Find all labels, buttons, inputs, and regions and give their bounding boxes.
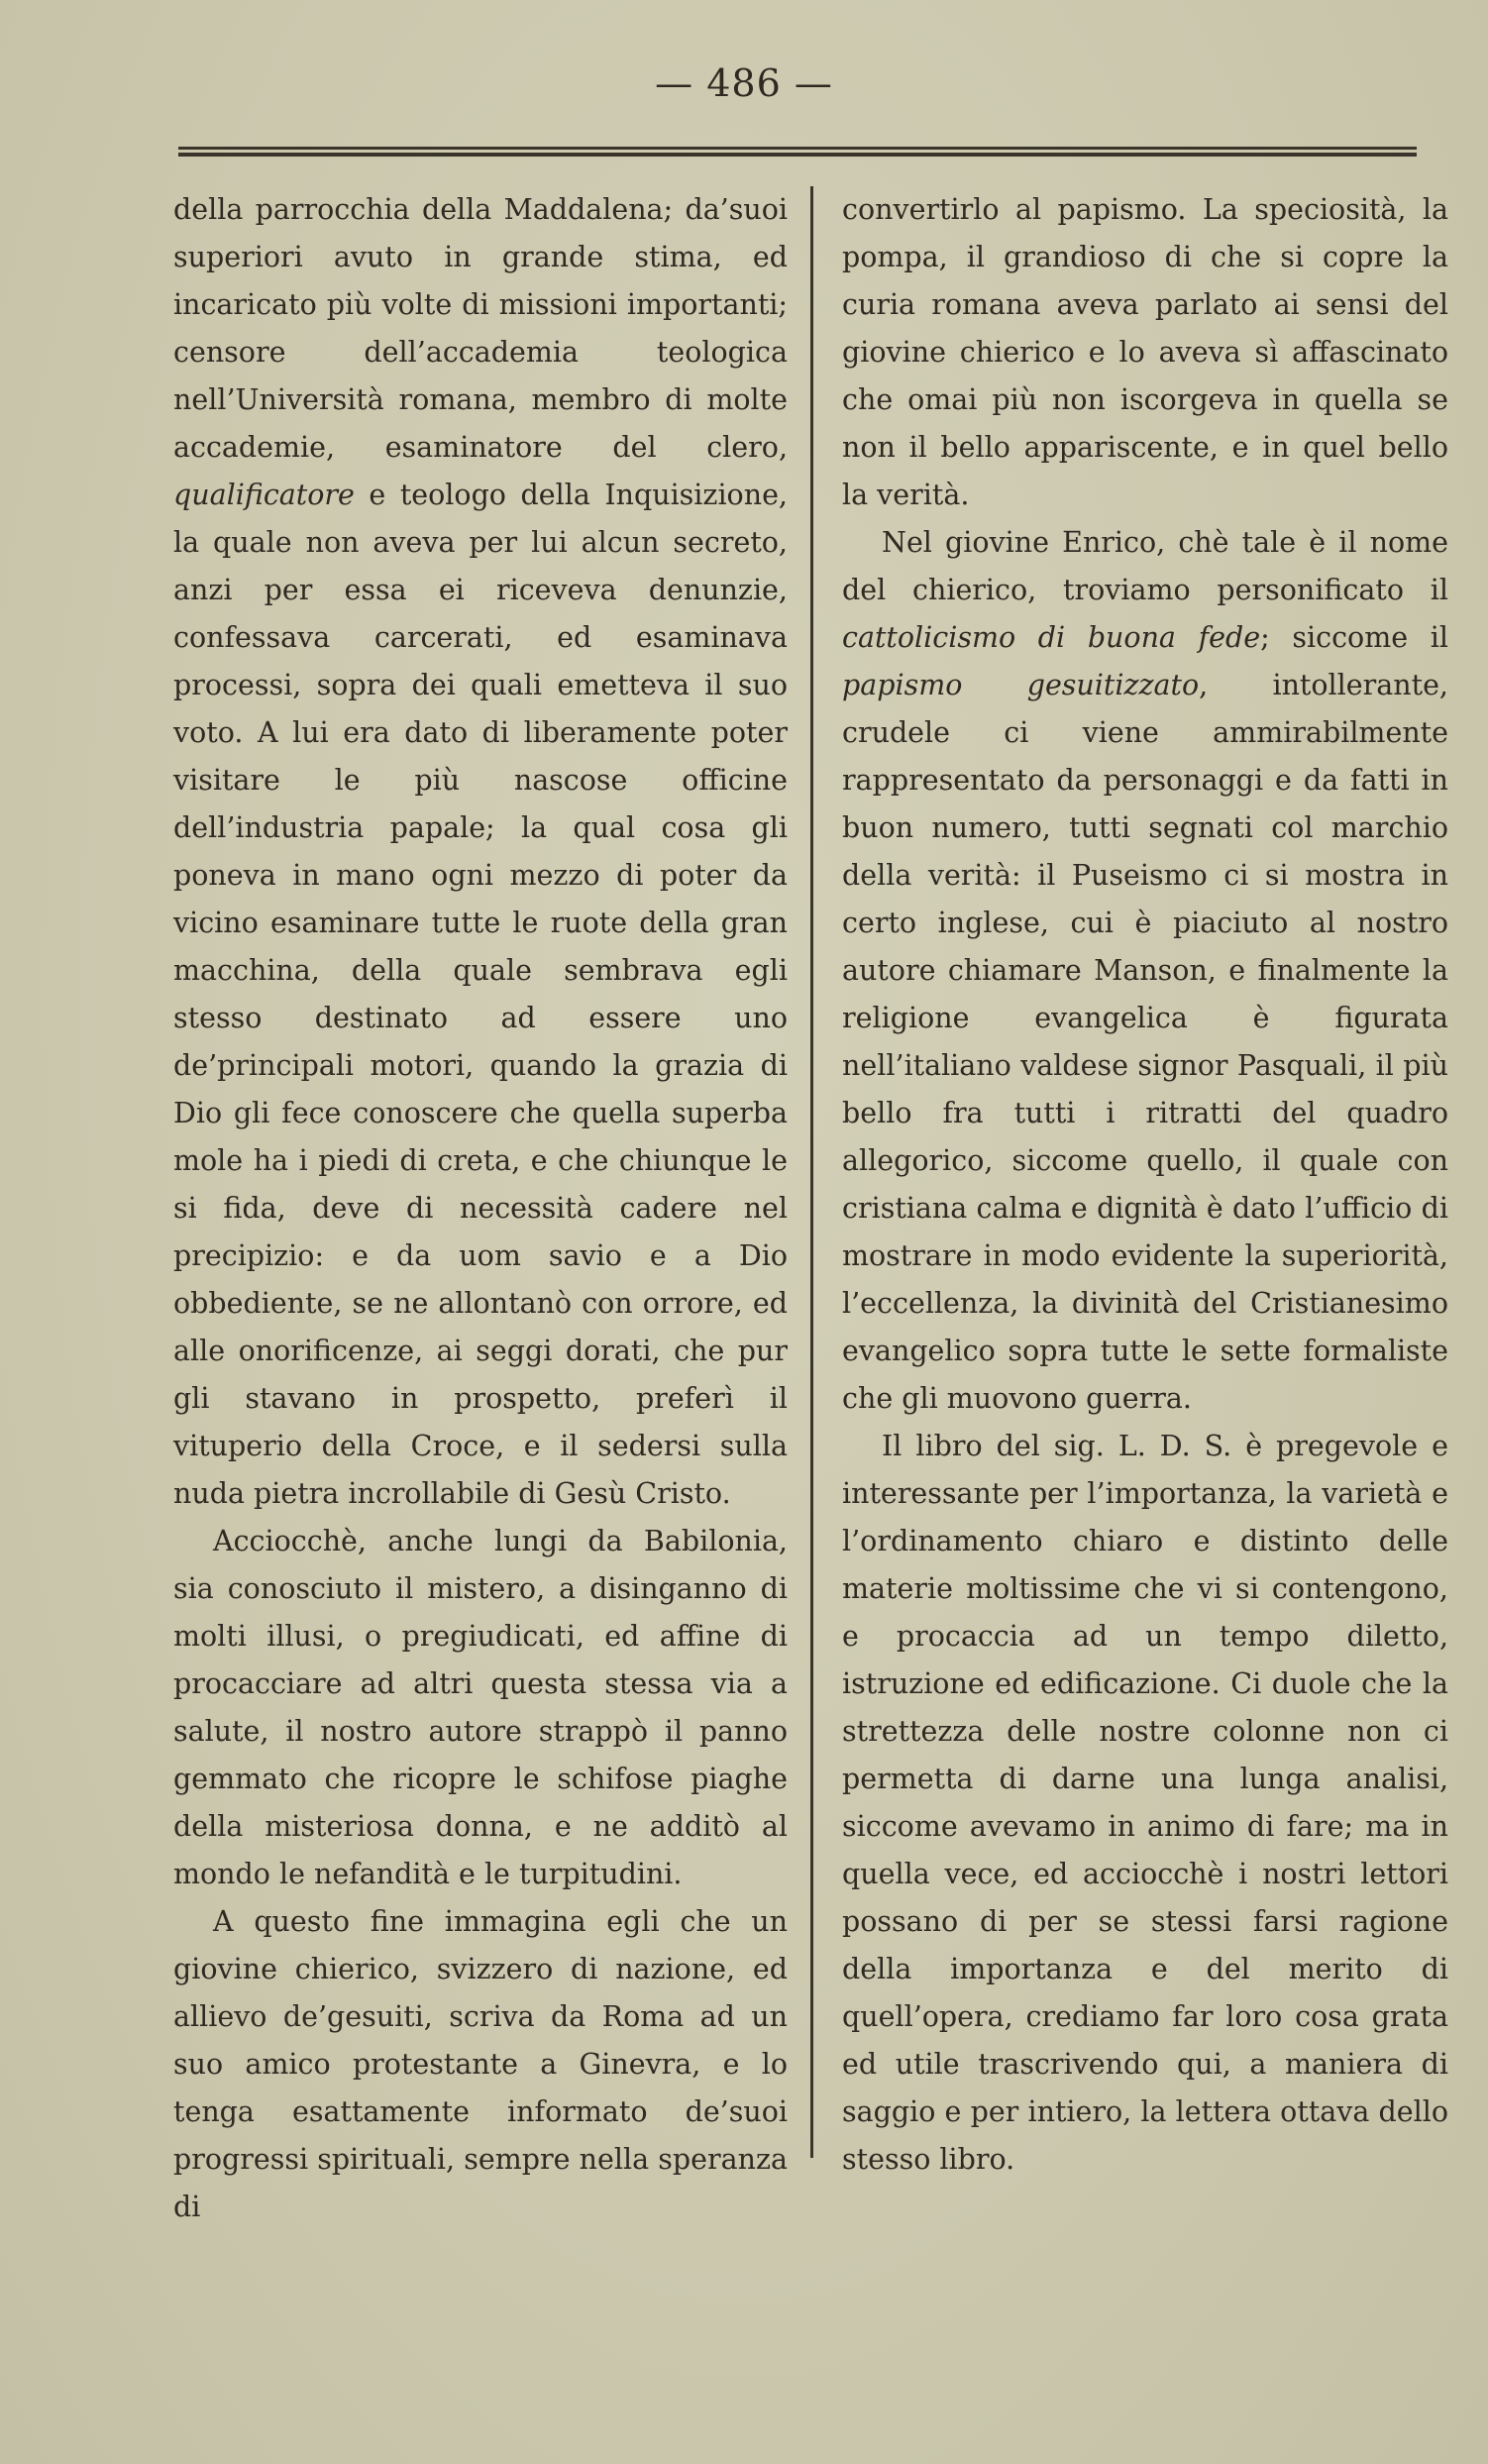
paragraph-left-1: [173, 186, 788, 1518]
text-span: , intollerante, crudele ci viene ammirabilmente rappresentato da personaggi e da fatti in buon numero, tutti segnati col marchio della verità: il Puseismo ci si mostra in certo inglese, cui è piaciuto al nostro autore chiamare Manson, e finalmente la religione evangelica è figurata nell’italiano valdese signor Pasquali, il più bello fra tutti i ritratti del quadro allegorico, siccome quello, il quale con cristiana calma e dignità è dato l’ufficio di mostrare in modo evidente la superiorità, l’eccellenza, la divinità del Cristianesimo evangelico sopra tutte le sette formaliste che gli muovono guerra.: [842, 669, 1448, 1415]
text-span: ; siccome il: [1260, 621, 1448, 654]
italic-term: papismo gesuitizzato: [842, 669, 1200, 701]
text-span: Nel giovine Enrico, chè tale è il nome del chierico, troviamo personificato il: [842, 526, 1448, 606]
text-span: della parrocchia della Maddalena; da’suoi superiori avuto in grande stima, ed incaricato più volte di missioni importanti; censore dell’accademia teologica nell’Università romana, membro di molte accademie, esaminatore del clero,: [173, 193, 788, 464]
italic-term: qualificatore: [173, 479, 355, 511]
paragraph-right-1: convertirlo al papismo. La speciosità, la pompa, il grandioso di che si copre la curia romana aveva parlato ai sensi del giovine chierico e lo aveva sì affascinato che omai più non iscorgeva in quella se non il bello appariscente, e in quel bello la verità.: [842, 193, 1448, 511]
column-divider: [810, 186, 813, 2158]
page-number: — 486 —: [655, 61, 833, 105]
left-column: [173, 186, 788, 2231]
paragraph-right-2: [842, 519, 1448, 1423]
right-column: [842, 186, 1448, 2184]
text-span: e teologo della Inquisizione, la quale non aveva per lui alcun secreto, anzi per essa ei riceveva denunzie, confessava carcerati, ed esaminava processi, sopra dei quali emetteva il suo voto. A lui era dato di liberamente poter visitare le più nascose officine dell’industria papale; la qual cosa gli poneva in mano ogni mezzo di poter da vicino esaminare tutte le ruote della gran macchina, della quale sembrava egli stesso destinato ad essere uno de’principali motori, quando la grazia di Dio gli fece conoscere che quella superba mole ha i piedi di creta, e che chiunque le si fida, deve di necessità cadere nel precipizio: e da uom savio e a Dio obbediente, se ne allontanò con orrore, ed alle onorificenze, ai seggi dorati, che pur gli stavano in prospetto, preferì il vituperio della Croce, e il sedersi sulla nuda pietra incrollabile di Gesù Cristo.: [173, 479, 788, 1510]
paragraph-left-3: A questo fine immagina egli che un giovine chierico, svizzero di nazione, ed allievo de’gesuiti, scriva da Roma ad un suo amico protestante a Ginevra, e lo tenga esattamente informato de’suoi progressi spirituali, sempre nella speranza di: [173, 1905, 788, 2223]
header-rule: [178, 147, 1417, 157]
paragraph-left-2: Acciocchè, anche lungi da Babilonia, sia conosciuto il mistero, a disinganno di molti illusi, o pregiudicati, ed affine di procacciare ad altri questa stessa via a salute, il nostro autore strappò il panno gemmato che ricopre le schifose piaghe della misteriosa donna, e ne additò al mondo le nefandità e le turpitudini.: [173, 1525, 788, 1890]
paragraph-right-3: Il libro del sig. L. D. S. è pregevole e interessante per l’importanza, la varietà e l’ordinamento chiaro e distinto delle materie moltissime che vi si contengono, e procaccia ad un tempo diletto, istruzione ed edificazione. Ci duole che la strettezza delle nostre colonne non ci permetta di darne una lunga analisi, siccome avevamo in animo di fare; ma in quella vece, ed acciocchè i nostri lettori possano di per se stessi farsi ragione della importanza e del merito di quell’opera, crediamo far loro cosa grata ed utile trascrivendo qui, a maniera di saggio e per intiero, la lettera ottava dello stesso libro.: [842, 1430, 1448, 2176]
italic-term: cattolicismo di buona fede: [842, 621, 1261, 654]
